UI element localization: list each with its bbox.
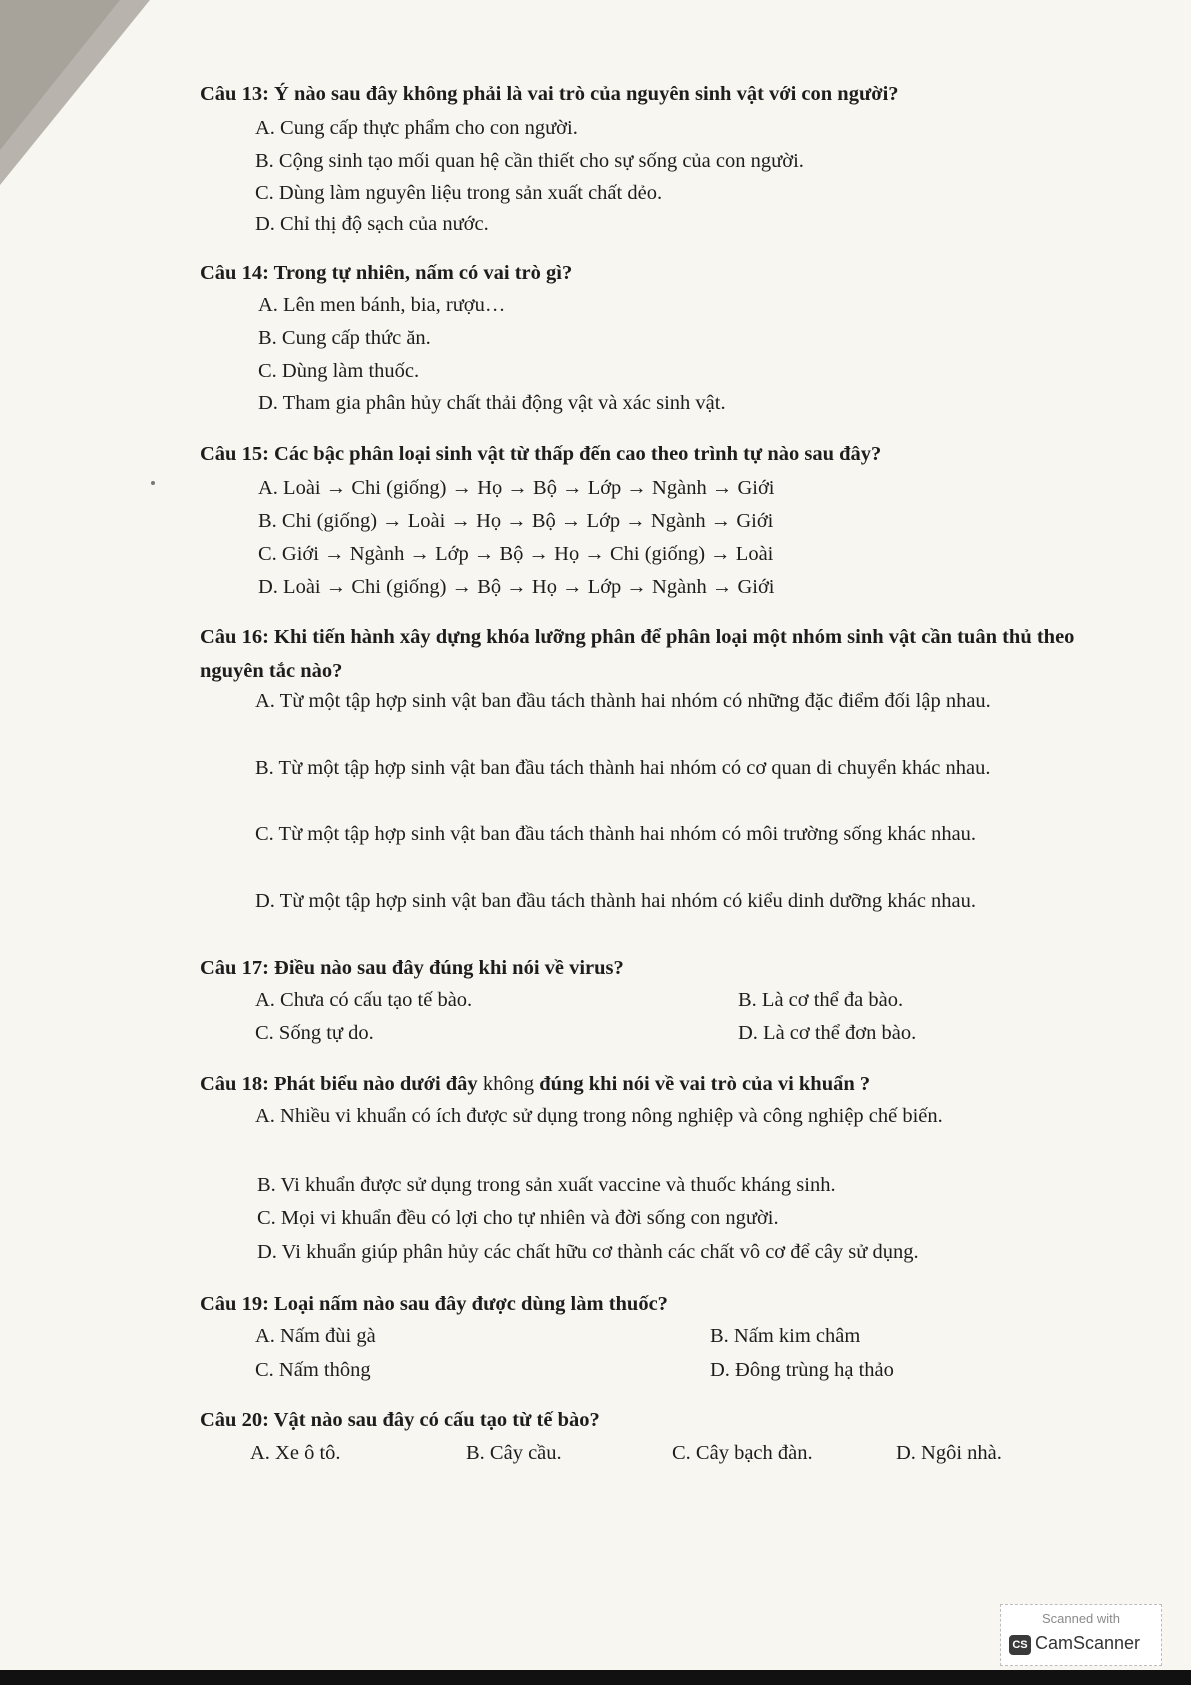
question-14-option-a: A. Lên men bánh, bia, rượu… <box>258 294 506 316</box>
question-13-option-a: A. Cung cấp thực phẩm cho con người. <box>255 117 578 139</box>
scan-speck <box>151 481 155 485</box>
camscanner-logo-icon: CS <box>1009 1635 1031 1655</box>
question-18-title-emphasis: không <box>482 1073 535 1095</box>
question-20-option-d: D. Ngôi nhà. <box>896 1442 1002 1464</box>
question-16-option-d: D. Từ một tập hợp sinh vật ban đầu tách thành hai nhóm có kiểu dinh dưỡng khác nhau. <box>255 890 977 912</box>
question-15-option-c: C. Giới → Ngành → Lớp → Bộ → Họ → Chi (giống) → Loài <box>258 543 774 565</box>
question-18-option-b: B. Vi khuẩn được sử dụng trong sản xuất vaccine và thuốc kháng sinh. <box>257 1174 836 1196</box>
question-14-option-b: B. Cung cấp thức ăn. <box>258 327 431 349</box>
scan-bottom-edge <box>0 1670 1191 1685</box>
question-18-title-part1: Câu 18: Phát biểu nào dưới đây <box>200 1073 478 1095</box>
question-14-option-c: C. Dùng làm thuốc. <box>258 360 420 382</box>
question-13-option-b: B. Cộng sinh tạo mối quan hệ cần thiết cho sự sống của con người. <box>255 150 804 172</box>
question-16-option-a: A. Từ một tập hợp sinh vật ban đầu tách thành hai nhóm có những đặc điểm đối lập nhau. <box>255 690 991 712</box>
question-15-option-a: A. Loài → Chi (giống) → Họ → Bộ → Lớp → Ngành → Giới <box>258 477 775 499</box>
question-18-title <box>200 1067 1080 1101</box>
question-20-option-b: B. Cây cầu. <box>466 1442 562 1464</box>
watermark-brand: CamScanner <box>1035 1633 1141 1653</box>
question-19-option-a: A. Nấm đùi gà <box>255 1325 376 1347</box>
question-20-option-a: A. Xe ô tô. <box>250 1442 341 1464</box>
question-16-option-c: C. Từ một tập hợp sinh vật ban đầu tách thành hai nhóm có môi trường sống khác nhau. <box>255 823 977 845</box>
question-16-option-b: B. Từ một tập hợp sinh vật ban đầu tách thành hai nhóm có cơ quan di chuyển khác nhau. <box>255 757 991 779</box>
question-20-title: Câu 20: Vật nào sau đây có cấu tạo từ tế bào? <box>200 1409 600 1431</box>
question-19-option-d: D. Đông trùng hạ thảo <box>710 1359 894 1381</box>
question-17-option-c: C. Sống tự do. <box>255 1022 374 1044</box>
question-17-option-d: D. Là cơ thể đơn bào. <box>738 1022 917 1044</box>
question-19-option-c: C. Nấm thông <box>255 1359 371 1381</box>
question-18-option-d: D. Vi khuẩn giúp phân hủy các chất hữu cơ thành các chất vô cơ để cây sử dụng. <box>257 1241 919 1263</box>
question-13-option-d: D. Chỉ thị độ sạch của nước. <box>255 213 489 235</box>
camscanner-watermark <box>1000 1604 1162 1666</box>
question-16-title: Câu 16: Khi tiến hành xây dựng khóa lưỡng phân để phân loại một nhóm sinh vật cần tuân thủ theo nguyên tắc nào? <box>200 626 1075 682</box>
watermark-caption: Scanned with <box>1041 1611 1121 1626</box>
question-19-option-b: B. Nấm kim châm <box>710 1325 861 1347</box>
question-15-title: Câu 15: Các bậc phân loại sinh vật từ thấp đến cao theo trình tự nào sau đây? <box>200 443 882 465</box>
question-15-option-b: B. Chi (giống) → Loài → Họ → Bộ → Lớp → Ngành → Giới <box>258 510 774 532</box>
question-18-option-a: A. Nhiều vi khuẩn có ích được sử dụng trong nông nghiệp và công nghiệp chế biến. <box>255 1105 943 1127</box>
question-20-option-c: C. Cây bạch đàn. <box>672 1442 813 1464</box>
question-14-option-d: D. Tham gia phân hủy chất thải động vật và xác sinh vật. <box>258 392 726 414</box>
question-17-title: Câu 17: Điều nào sau đây đúng khi nói về virus? <box>200 957 624 979</box>
question-13-title: Câu 13: Ý nào sau đây không phải là vai trò của nguyên sinh vật với con người? <box>200 83 899 105</box>
question-15-option-d: D. Loài → Chi (giống) → Bộ → Họ → Lớp → Ngành → Giới <box>258 576 775 598</box>
question-13-option-c: C. Dùng làm nguyên liệu trong sản xuất chất dẻo. <box>255 182 663 204</box>
question-14-title: Câu 14: Trong tự nhiên, nấm có vai trò gì? <box>200 262 573 284</box>
question-19-title: Câu 19: Loại nấm nào sau đây được dùng làm thuốc? <box>200 1293 668 1315</box>
question-18-option-c: C. Mọi vi khuẩn đều có lợi cho tự nhiên và đời sống con người. <box>257 1207 779 1229</box>
question-18-title-part3: đúng khi nói về vai trò của vi khuẩn ? <box>539 1073 871 1095</box>
question-17-option-a: A. Chưa có cấu tạo tế bào. <box>255 989 473 1011</box>
question-17-option-b: B. Là cơ thể đa bào. <box>738 989 904 1011</box>
